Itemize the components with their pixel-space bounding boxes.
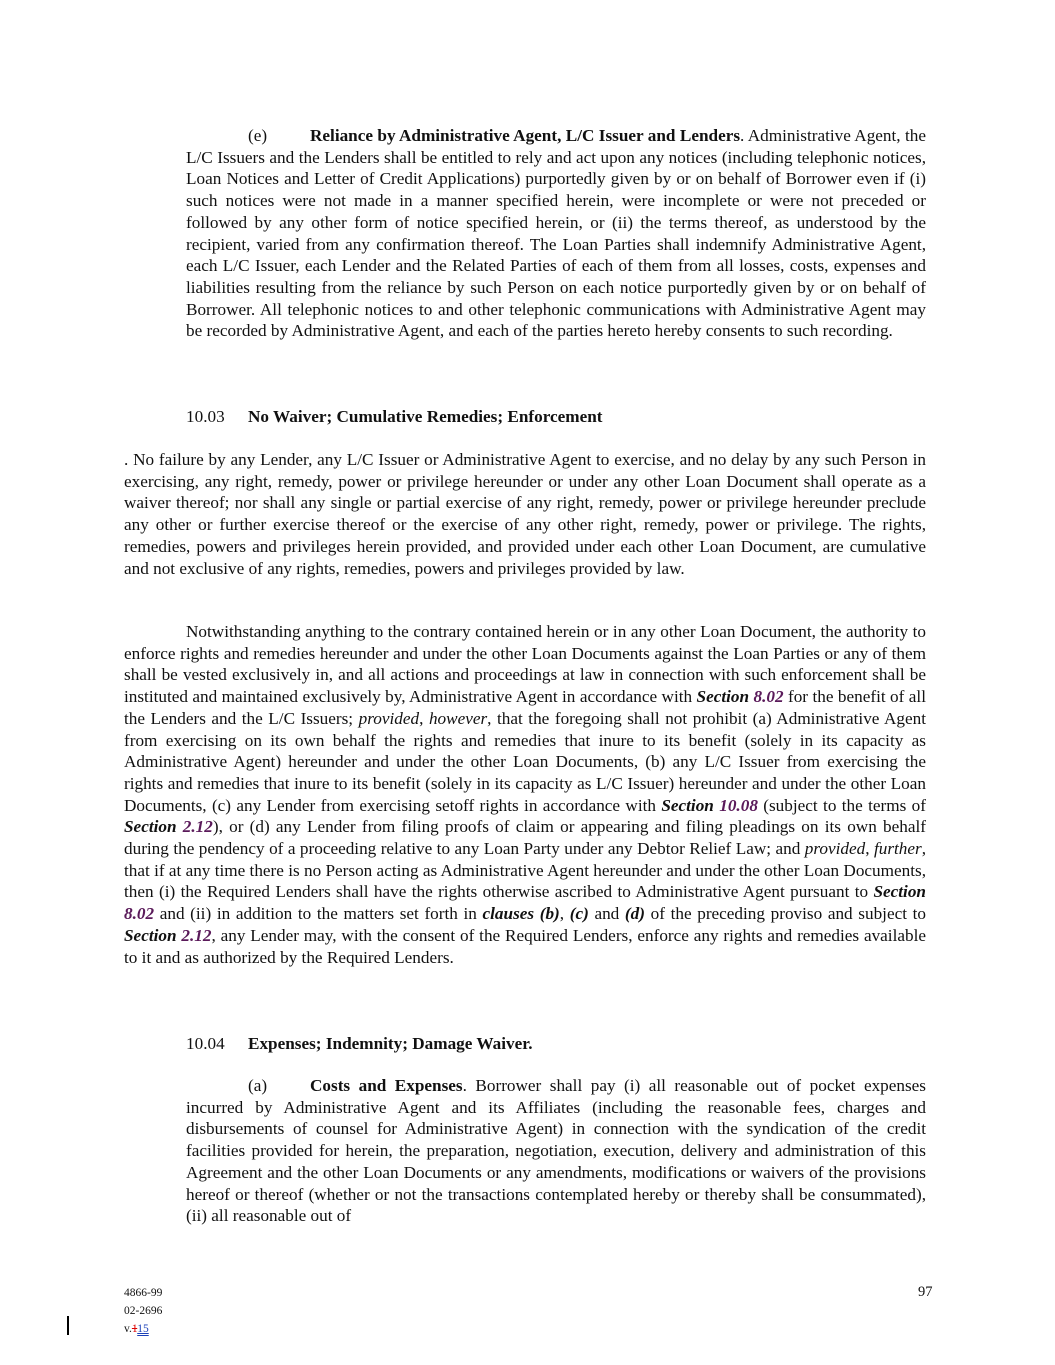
doc-version [124, 1320, 162, 1338]
section-1004-a-title: Costs and Expenses [310, 1076, 463, 1095]
section-1003-para1-text: . No failure by any Lender, any L/C Issuer or Administrative Agent to exercise, and no delay by any such Person in exercising, any right, remedy, power or privilege hereunder or under any other Loan Document shall operate as a waiver thereof; nor shall any single or partial exercise of any right, remedy, power or privilege hereunder preclude any other or further exercise thereof or the exercise of any other right, remedy, power or privilege. The rights, remedies, powers and privileges herein provided, and provided under each other Loan Document, are cumulative and not exclusive of any rights, remedies, powers and privileges provided by law. [124, 450, 926, 578]
section-1004-a-body: . Borrower shall pay (i) all reasonable out of pocket expenses incurred by Administrative Agent and its Affiliates (including the reasonable fees, charges and disbursements of counsel for Administrative Agent) in connection with the syndication of the credit facilities provided for herein, the preparation, negotiation, execution, delivery and administration of this Agreement and the other Loan Documents or any amendments, modifications or waivers of the provisions hereof or thereof (whether or not the transactions contemplated hereby or thereby shall be consummated), (ii) all reasonable out of [186, 1076, 926, 1226]
text: , any Lender may, with the consent of the Required Lenders, enforce any rights and remedies available to it and as authorized by the Required Lenders. [124, 925, 926, 967]
italic-term: provided [804, 839, 866, 859]
text: , that the foregoing shall not prohibit (a) Administrative Agent from exercising on its own behalf the rights and remedies that inure to its benefit (solely in its capacity as Administrative Agent) hereunder and under the other Loan Documents, (b) any L/C Issuer from exercising the rights and remedies that inure to its benefit (solely in its capacity as L/C Issuer) hereunder and under the other Loan Documents, (c) any Lender from exercising setoff rights in accordance with [124, 708, 927, 815]
section-1003-paragraph-2 [124, 621, 926, 968]
section-e-body: . Administrative Agent, the L/C Issuers and the Lenders shall be entitled to rely and act upon any notices (including telephonic notices, Loan Notices and Letter of Credit Applications) purportedly given by or on behalf of Borrower even if (i) such notices were not made in a manner specified herein, were incomplete or were not preceded or followed by any other form of notice specified herein, or (ii) the terms thereof, as understood by the recipient, varied from any confirmation thereof. The Loan Parties shall indemnify Administrative Agent, each L/C Issuer, each Lender and the Related Parties of each of them from all losses, costs, expenses and liabilities resulting from the reliance by such Person on each notice purportedly given by or on behalf of Borrower. All telephonic notices to and other telephonic communications with Administrative Agent may be recorded by Administrative Agent, and each of the parties hereto hereby consents to such recording. [186, 126, 926, 341]
xref-number: 10.08 [719, 795, 758, 815]
section-e-label: (e) [248, 126, 268, 145]
section-link-8-02[interactable] [697, 687, 784, 706]
xref-word: Section [696, 687, 754, 707]
section-link-2-12[interactable] [124, 926, 211, 945]
text: ), or (d) any Lender from filing proofs of claim or appearing and filing pleadings on its own behalf during the pendency of a proceeding relative to any Loan Party under any Debtor Relief Law; and [124, 817, 926, 859]
version-inserted-text: 15 [137, 1323, 149, 1335]
section-e-title: Reliance by Administrative Agent, L/C Issuer and Lenders [310, 126, 741, 145]
doc-id-line-2: 02-2696 [124, 1305, 163, 1317]
text: for the benefit of all the Lenders and the L/C Issuers; [124, 687, 926, 728]
text: and (ii) in addition to the matters set forth in [154, 904, 483, 924]
section-1004-number: 10.04 [186, 1034, 225, 1053]
text: , that if at any time there is no Person acting as Administrative Agent hereunder and under the other Loan Documents, then (i) the Required Lenders shall have the rights otherwise ascribed to Administrative Agent pursuant to [124, 839, 927, 902]
xref-word: Section [124, 925, 182, 945]
xref-word: Section [873, 882, 926, 902]
italic-term: however [428, 708, 488, 728]
xref-word: Section [124, 817, 183, 837]
section-link-2-12[interactable] [124, 817, 213, 836]
text: of the preceding proviso and subject to [644, 904, 926, 924]
clause-ref: clauses (b) [482, 904, 560, 924]
version-prefix: v. [124, 1323, 132, 1335]
section-1003-title: No Waiver; Cumulative Remedies; Enforcement [248, 407, 603, 426]
section-1003-paragraph-1 [124, 449, 926, 579]
text: Notwithstanding anything to the contrary contained herein or in any other Loan Document, the authority to enforce rights and remedies hereunder and under the other Loan Documents against the Loan Parties or any of them shall be vested exclusively in, and all actions and proceedings at law in connection with such enforcement shall be instituted and maintained exclusively by, Administrative Agent in accordance with [124, 622, 926, 707]
xref-number: 2.12 [181, 925, 212, 945]
xref-number: 8.02 [124, 904, 155, 924]
section-1004-heading [186, 1033, 926, 1055]
section-1003-heading [186, 406, 926, 428]
section-e-paragraph [186, 125, 926, 342]
xref-number: 8.02 [753, 687, 784, 707]
version-deleted-text: 1 [131, 1323, 138, 1335]
section-1004-a-label: (a) [248, 1076, 268, 1095]
section-1004-a-paragraph [186, 1075, 926, 1227]
text: , [559, 904, 570, 924]
section-1003-number: 10.03 [186, 407, 225, 426]
italic-term: further [873, 839, 922, 859]
footer-doc-id [124, 1284, 162, 1338]
text: (subject to the terms of [757, 795, 926, 815]
italic-term: provided [358, 708, 420, 728]
text: , [865, 839, 874, 859]
text: and [588, 904, 625, 924]
xref-word: Section [661, 795, 720, 815]
xref-number: 2.12 [182, 817, 213, 837]
text: , [419, 708, 429, 728]
clause-ref: (c) [569, 904, 589, 924]
page-number: 97 [918, 1284, 933, 1300]
clause-ref: (d) [624, 904, 645, 924]
section-1004-title: Expenses; Indemnity; Damage Waiver. [248, 1034, 533, 1053]
doc-id-line-1: 4866-99 [124, 1287, 163, 1299]
change-bar-marker [67, 1316, 69, 1335]
section-link-10-08[interactable] [661, 796, 758, 815]
